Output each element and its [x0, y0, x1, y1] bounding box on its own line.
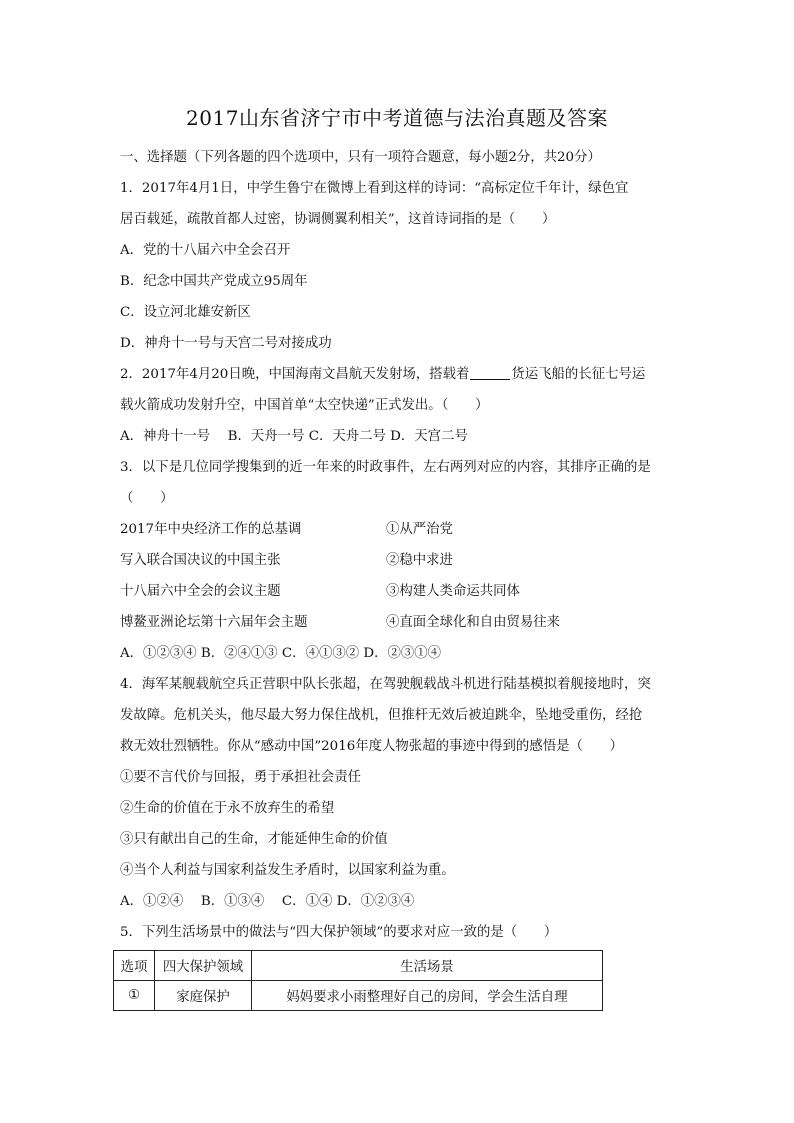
q4-options: A．①②④ B．①③④ C．①④ D．①②③④: [120, 894, 415, 909]
q5-stem: 5．下列生活场景中的做法与“四大保护领域”的要求对应一致的是（ ）: [120, 925, 558, 940]
q2-stem-line2: 载火箭成功发射升空，中国首单“太空快递”正式发出。（ ）: [120, 398, 489, 413]
table-row: [114, 981, 603, 1011]
q3-pair-row: [120, 545, 680, 576]
table-header-row: [114, 951, 603, 981]
q4-statement-4: ④当个人利益与国家利益发生矛盾时，以国家利益为重。: [120, 863, 455, 878]
q4-stem-line1: 4．海军某舰载航空兵正营职中队长张超，在驾驶舰载战斗机进行陆基模拟着舰接地时，突: [120, 677, 651, 692]
q1-option-c: C．设立河北雄安新区: [120, 305, 251, 320]
table-cell-option: ①: [114, 981, 155, 1011]
table-header-domain: 四大保护领域: [155, 951, 252, 981]
q2-stem-part-b: 货运飞船的长征七号运: [511, 367, 646, 382]
q3-pair-right: ④直面全球化和自由贸易往来: [386, 615, 561, 630]
q1-option-a: A．党的十八届六中全会召开: [120, 243, 291, 258]
q4-stem-line2: 发故障。危机关头，他尽最大努力保住战机，但推杆无效后被迫跳伞，坠地受重伤，经抢: [120, 708, 643, 723]
q1-stem-line1: 1．2017年4月1日，中学生鲁宁在微博上看到这样的诗词：“高标定位千年计，绿色宜: [120, 181, 629, 196]
q4-statement-1: ①要不言代价与回报，勇于承担社会责任: [120, 770, 362, 785]
q2-stem-line1: [120, 359, 680, 390]
table-header-scene: 生活场景: [252, 951, 603, 981]
q3-pair-row: [120, 576, 680, 607]
exam-body: [120, 142, 680, 948]
q4-stem-line3: 救无效壮烈牺牲。你从“感动中国”2016年度人物张超的事迹中得到的感悟是（ ）: [120, 739, 624, 754]
q3-options: A．①②③④ B．②④①③ C．④①③② D．②③①④: [120, 646, 442, 661]
q3-pair-left: 十八届六中全会的会议主题: [120, 584, 281, 599]
q3-pair-row: [120, 514, 680, 545]
q2-options: A．神舟十一号 B．天舟一号 C．天舟二号 D．天宫二号: [120, 429, 468, 444]
table-cell-domain: 家庭保护: [155, 981, 252, 1011]
q4-statement-3: ③只有献出自己的生命，才能延伸生命的价值: [120, 832, 388, 847]
answer-blank: [470, 363, 510, 380]
q1-option-d: D．神舟十一号与天宫二号对接成功: [120, 336, 332, 351]
q3-stem-line2: （ ）: [120, 491, 174, 506]
q3-pair-right: ③构建人类命运共同体: [386, 584, 520, 599]
q4-statement-2: ②生命的价值在于永不放弃生的希望: [120, 801, 335, 816]
q1-option-b: B．纪念中国共产党成立95周年: [120, 274, 308, 289]
q3-pair-row: [120, 607, 680, 638]
table-header-option: 选项: [114, 951, 155, 981]
q5-table: [113, 950, 603, 1011]
table-cell-scene: 妈妈要求小雨整理好自己的房间，学会生活自理: [252, 981, 603, 1011]
section-header: 一、选择题（下列各题的四个选项中，只有一项符合题意，每小题2分，共20分）: [120, 150, 601, 165]
q3-pair-right: ②稳中求进: [386, 553, 453, 568]
q3-pair-left: 写入联合国决议的中国主张: [120, 553, 281, 568]
q3-pair-left: 博鳌亚洲论坛第十六届年会主题: [120, 615, 308, 630]
page-title: 2017山东省济宁市中考道德与法治真题及答案: [186, 106, 608, 130]
q3-pair-right: ①从严治党: [386, 522, 453, 537]
q1-stem-line2: 居百载延，疏散首都人过密，协调侧翼利相关”，这首诗词指的是（ ）: [120, 212, 556, 227]
q2-stem-part-a: 2．2017年4月20日晚，中国海南文昌航天发射场，搭载着: [120, 367, 470, 382]
q3-stem-line1: 3．以下是几位同学搜集到的近一年来的时政事件，左右两列对应的内容，其排序正确的是: [120, 460, 651, 475]
q3-pair-left: 2017年中央经济工作的总基调: [120, 522, 302, 537]
